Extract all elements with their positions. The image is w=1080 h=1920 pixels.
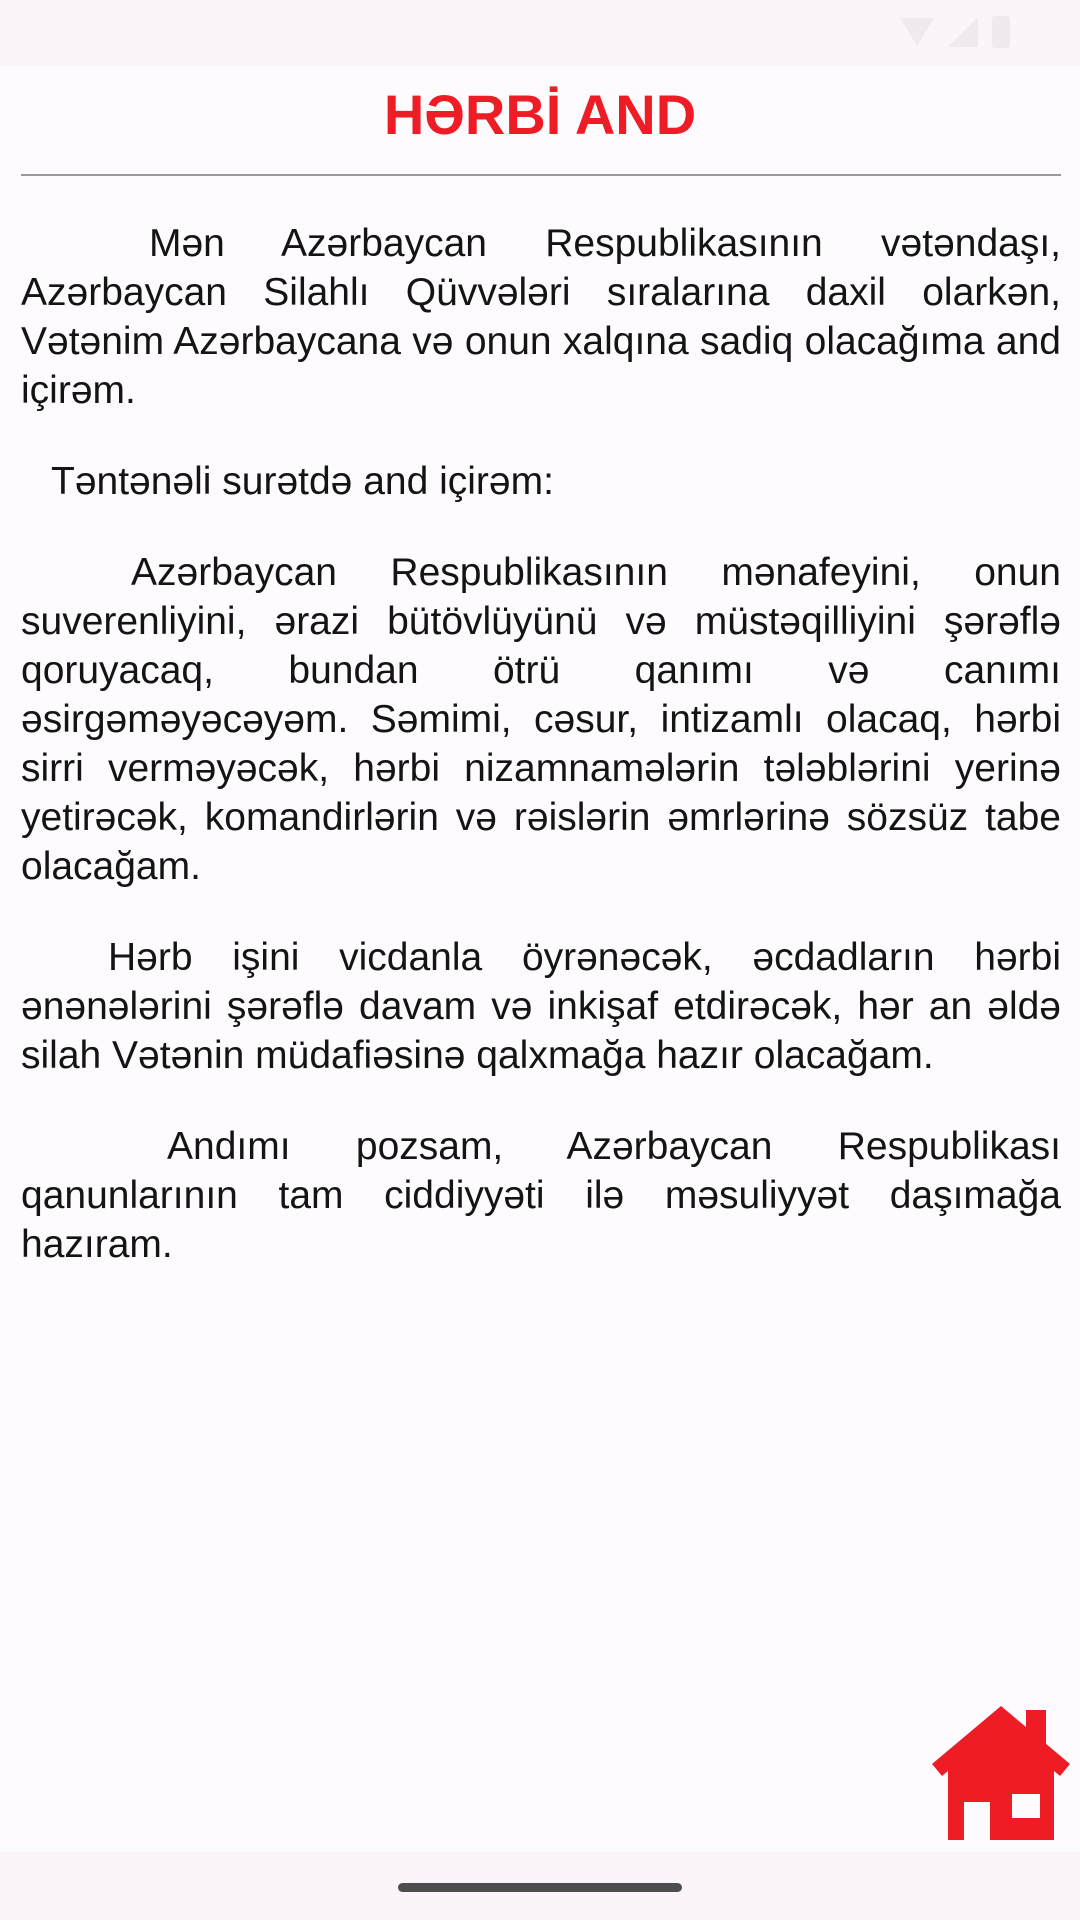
status-bar — [0, 0, 1080, 66]
oath-text — [21, 219, 1061, 1311]
oath-paragraph-3: Azərbaycan Respublikasının mənafeyini, onun suverenliyini, ərazi bütövlüyünü və müstəqilliyini şərəflə qoruyacaq, bundan ötrü qanımı və canımı əsirgəməyəcəyəm. Səmimi, cəsur, intizamlı olacaq, hərbi sirri verməyəcək, hərbi nizamnamələrin tələblərini yerinə yetirəcək, komandirlərin və rəislərin əmrlərinə sözsüz tabe olacağam. — [21, 551, 1061, 888]
oath-paragraph-5: Andımı pozsam, Azərbaycan Respublikası qanunlarının tam ciddiyyəti ilə məsuliyyət daşımağa hazıram. — [21, 1125, 1061, 1266]
home-icon — [932, 1706, 1070, 1840]
signal-icon — [948, 17, 978, 47]
oath-paragraph-4: Hərb işini vicdanla öyrənəcək, əcdadların hərbi ənənələrini şərəflə davam və inkişaf etdirəcək, hər an əldə silah Vətənin müdafiəsinə qalxmağa hazır olacağam. — [21, 936, 1061, 1077]
oath-paragraph-1: Mən Azərbaycan Respublikasının vətəndaşı, Azərbaycan Silahlı Qüvvələri sıralarına daxil olarkən, Vətənim Azərbaycana və onun xalqına sadiq olacağıma and içirəm. — [21, 222, 1061, 412]
wifi-icon — [900, 18, 934, 46]
title-divider — [21, 174, 1061, 176]
home-gesture-handle[interactable] — [398, 1883, 682, 1892]
battery-icon — [992, 16, 1010, 48]
oath-paragraph-2: Təntənəli surətdə and içirəm: — [51, 460, 554, 503]
page-title: HƏRBİ AND — [383, 83, 697, 146]
home-button[interactable] — [932, 1706, 1070, 1840]
status-icons — [900, 16, 1010, 48]
